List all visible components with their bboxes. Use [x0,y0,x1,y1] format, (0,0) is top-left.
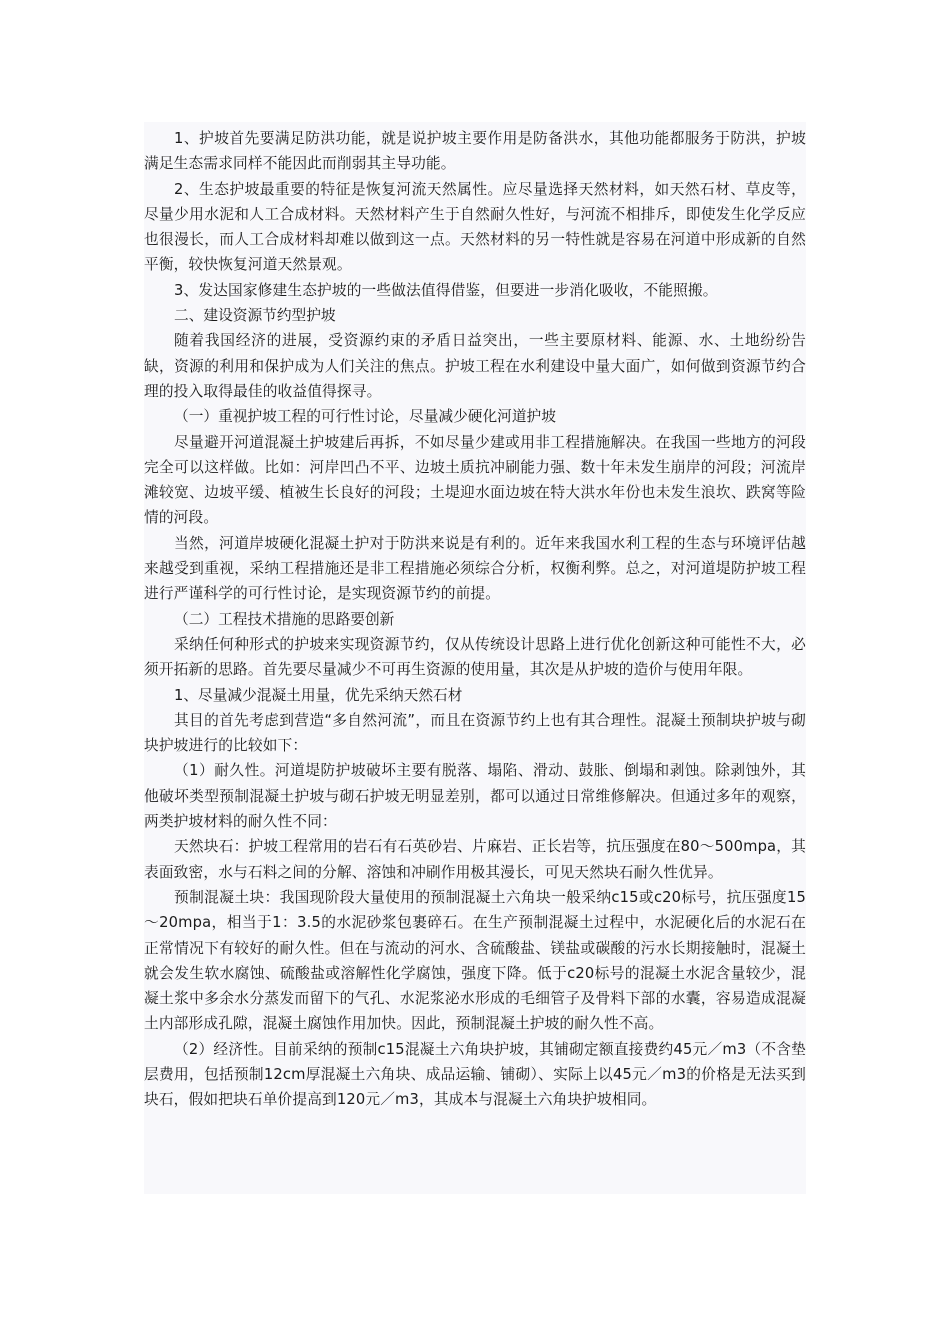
document-page [144,122,806,1194]
paragraph-2: 2、生态护坡最重要的特征是恢复河流天然属性。应尽量选择天然材料，如天然石材、草皮等，尽量少用水泥和人工合成材料。天然材料产生于自然耐久性好，与河流不相排斥，即使发生化学反应也很漫长，而人工合成材料却难以做到这一点。天然材料的另一特性就是容易在河道中形成新的自然平衡，较快恢复河道天然景观。 [144,180,806,274]
paragraph-3: 3、发达国家修建生态护坡的一些做法值得借鉴，但要进一步消化吸收，不能照搬。 [174,281,718,299]
paragraph-8: 其目的首先考虑到营造“多自然河流”，而且在资源节约上也有其合理性。混凝土预制块护坡与砌块护坡进行的比较如下： [144,711,806,755]
paragraph-economy: （2）经济性。目前采纳的预制c15混凝土六角块护坡，其铺砌定额直接费约45元／m3（不含垫层费用，包括预制12cm厚混凝土六角块、成品运输、铺砌）、实际上以45元／m3的价格是无法买到块石，假如把块石单价提高到120元／m3，其成本与混凝土六角块护坡相同。 [144,1040,806,1109]
paragraph-natural-stone: 天然块石：护坡工程常用的岩石有石英砂岩、片麻岩、正长岩等，抗压强度在80～500mpa，其表面致密，水与石料之间的分解、溶蚀和冲刷作用极其漫长，可见天然块石耐久性优异。 [144,838,806,881]
subsection-heading-1: （一）重视护坡工程的可行性讨论，尽量减少硬化河道护坡 [174,408,556,426]
section-heading: 二、建设资源节约型护坡 [174,307,336,325]
paragraph-durability: （1）耐久性。河道堤防护坡破坏主要有脱落、塌陷、滑动、鼓胀、倒塌和剥蚀。除剥蚀外，其他破坏类型预制混凝土护坡与砌石护坡无明显差别，都可以通过日常维修解决。但通过多年的观察，两类护坡材料的耐久性不同： [144,762,806,831]
paragraph-1: 1、护坡首先要满足防洪功能，就是说护坡主要作用是防备洪水，其他功能都服务于防洪，护坡满足生态需求同样不能因此而削弱其主导功能。 [144,130,806,173]
paragraph-4: 随着我国经济的进展，受资源约束的矛盾日益突出，一些主要原材料、能源、水、土地纷纷告缺，资源的利用和保护成为人们关注的焦点。护坡工程在水利建设中量大面广，如何做到资源节约合理的投入取得最佳的收益值得探寻。 [144,332,806,400]
paragraph-5: 尽量避开河道混凝土护坡建后再拆，不如尽量少建或用非工程措施解决。在我国一些地方的河段完全可以这样做。比如：河岸凹凸不平、边坡土质抗冲刷能力强、数十年未发生崩岸的河段；河流岸滩较宽、边坡平缓、植被生长良好的河段；土堤迎水面边坡在特大洪水年份也未发生浪坎、跌窝等险情的河段。 [144,433,806,527]
paragraph-6: 当然，河道岸坡硬化混凝土护对于防洪来说是有利的。近年来我国水利工程的生态与环境评估越来越受到重视，采纳工程措施还是非工程措施必须综合分析，权衡利弊。总之，对河道堤防护坡工程进行严谨科学的可行性讨论，是实现资源节约的前提。 [144,534,806,603]
paragraph-precast-concrete: 预制混凝土块：我国现阶段大量使用的预制混凝土六角块一般采纳c15或c20标号，抗压强度15～20mpa，相当于1：3.5的水泥砂浆包裹碎石。在生产预制混凝土过程中，水泥硬化后的水泥石在正常情况下有较好的耐久性。但在与流动的河水、含硫酸盐、镁盐或碳酸的污水长期接触时，混凝土就会发生软水腐蚀、硫酸盐或溶解性化学腐蚀，强度下降。低于c20标号的混凝土水泥含量较少，混凝土浆中多余水分蒸发而留下的气孔、水泥浆泌水形成的毛细管子及骨料下部的水囊，容易造成混凝土内部形成孔隙，混凝土腐蚀作用加快。因此，预制混凝土护坡的耐久性不高。 [144,888,806,1033]
subsection-heading-2: （二）工程技术措施的思路要创新 [174,610,395,628]
paragraph-7: 采纳任何种形式的护坡来实现资源节约，仅从传统设计思路上进行优化创新这种可能性不大，必须开拓新的思路。首先要尽量减少不可再生资源的使用量，其次是从护坡的造价与使用年限。 [144,635,806,679]
document-body [144,126,806,1113]
item-heading-1: 1、尽量减少混凝土用量，优先采纳天然石材 [174,686,463,704]
